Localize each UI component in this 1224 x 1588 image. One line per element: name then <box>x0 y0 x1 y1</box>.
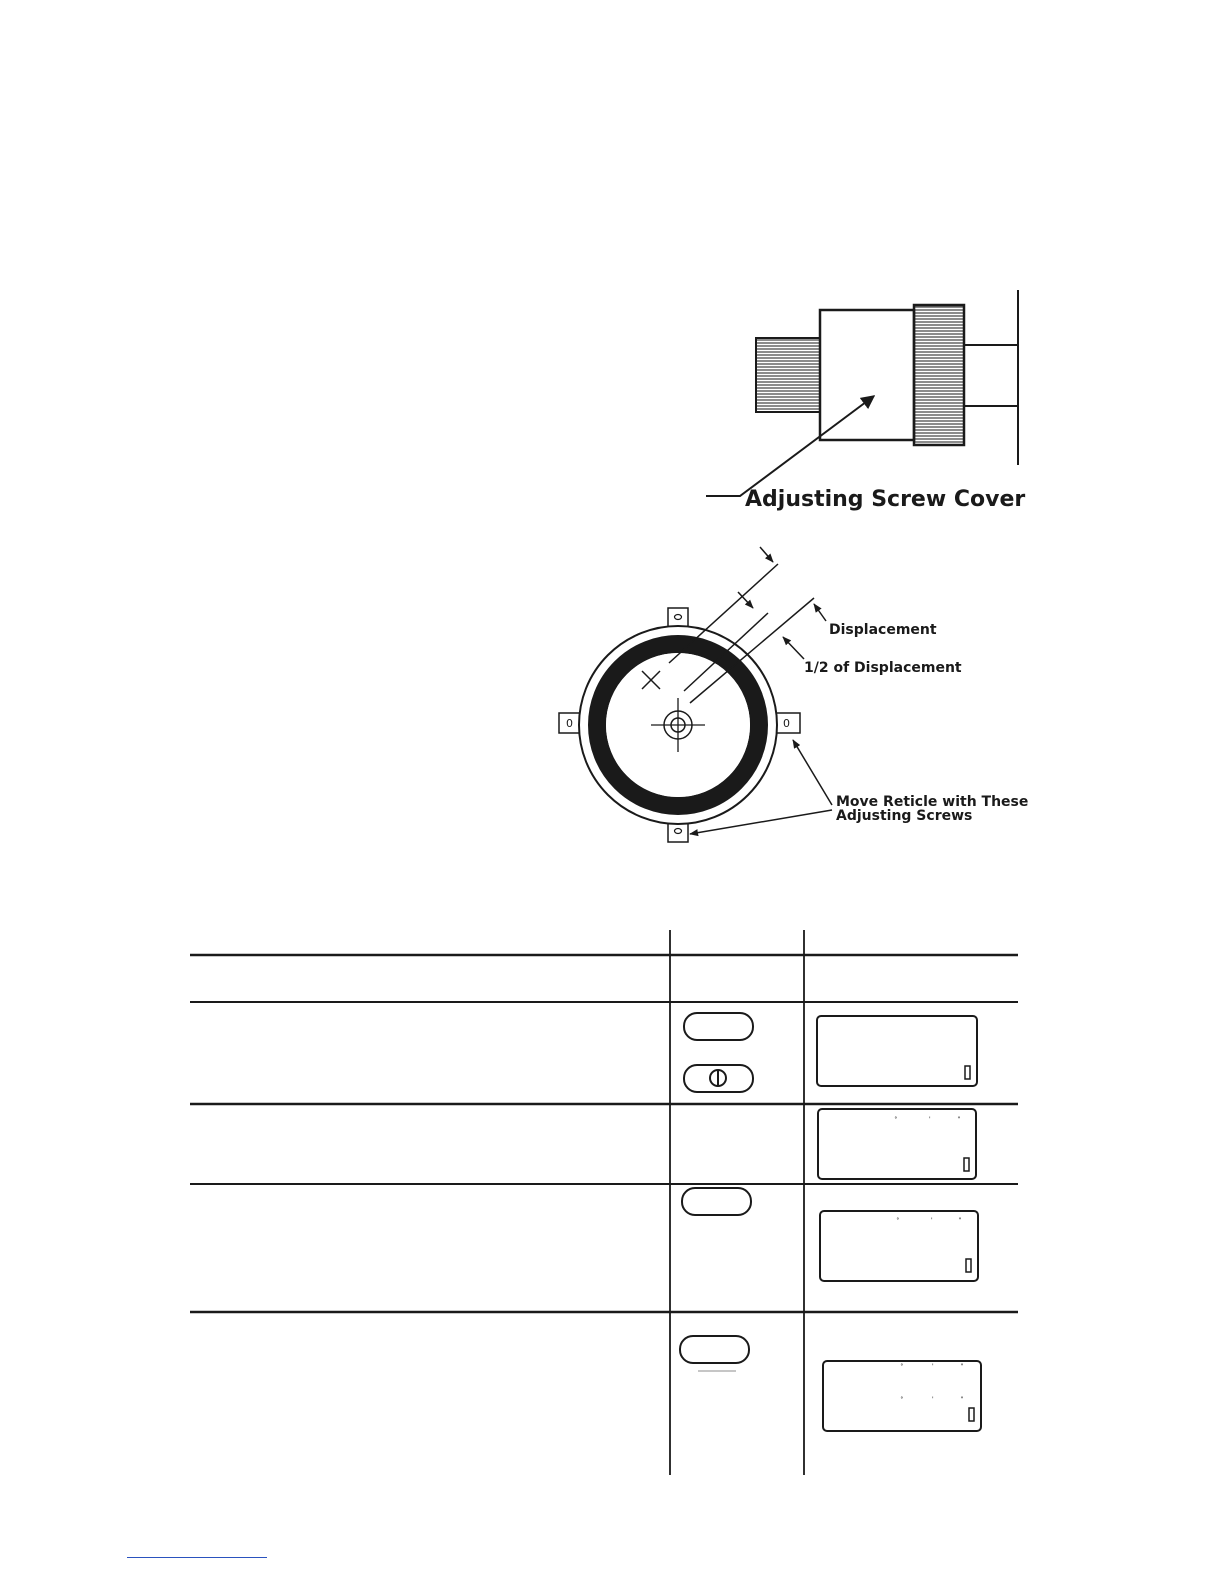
figure-adjusting-screw-cover <box>706 290 1025 512</box>
table-row <box>680 1336 981 1431</box>
move-reticle-label-line2: Adjusting Screws <box>836 808 973 824</box>
display-mark: ' <box>930 1217 934 1224</box>
display-panel <box>818 1109 976 1179</box>
half-displacement-label: 1/2 of Displacement <box>804 660 962 676</box>
procedure-table <box>190 930 1018 1475</box>
display-mark: ° <box>894 1116 898 1123</box>
table-row <box>818 1109 976 1179</box>
screw-tab-right <box>776 713 800 733</box>
display-panel <box>817 1016 977 1086</box>
table-row <box>684 1013 977 1092</box>
table-row <box>682 1188 978 1281</box>
figure-reticle-adjustment <box>559 547 1028 842</box>
display-mark: ' <box>931 1363 935 1370</box>
display-mark: " <box>960 1363 964 1370</box>
move-reticle-label-line1: Move Reticle with These <box>836 794 1029 810</box>
eyepiece-knurl <box>756 338 820 412</box>
display-mark: ° <box>896 1217 900 1224</box>
display-mark: ° <box>900 1363 904 1370</box>
display-mark: ' <box>931 1396 935 1403</box>
key-button[interactable] <box>682 1188 751 1215</box>
display-panel <box>820 1211 978 1281</box>
power-key-button[interactable] <box>684 1065 753 1092</box>
display-mark: " <box>958 1217 962 1224</box>
display-panel <box>823 1361 981 1431</box>
display-mark: " <box>957 1116 961 1123</box>
display-mark: " <box>960 1396 964 1403</box>
key-button[interactable] <box>684 1013 753 1040</box>
screw-cover-body <box>820 310 914 440</box>
key-button[interactable] <box>680 1336 749 1363</box>
display-mark: ° <box>900 1396 904 1403</box>
screw-tab-right-glyph: 0 <box>783 717 790 730</box>
screw-tab-left-glyph: 0 <box>566 717 573 730</box>
scope-tube <box>964 290 1018 465</box>
footer-rule <box>127 1557 267 1558</box>
displacement-label: Displacement <box>829 622 937 638</box>
display-mark: ' <box>928 1116 932 1123</box>
knurled-ring <box>914 305 964 445</box>
adjusting-screw-cover-label: Adjusting Screw Cover <box>745 487 1026 512</box>
displacement-arrows <box>738 547 826 659</box>
